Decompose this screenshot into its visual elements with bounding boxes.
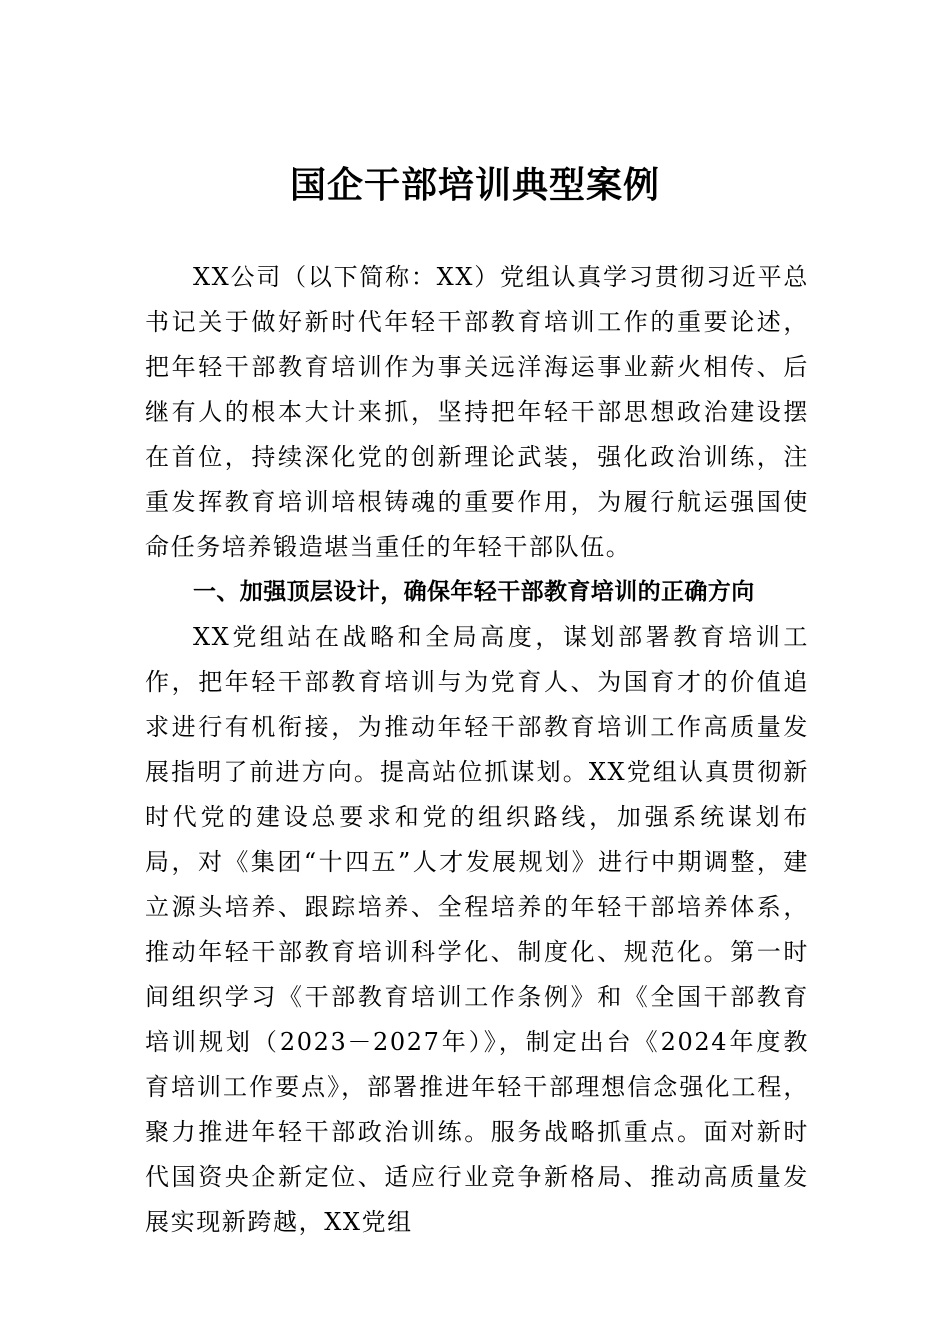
section-1-paragraph: XX党组站在战略和全局高度，谋划部署教育培训工作，把年轻干部教育培训与为党育人、为国育才的价值追求进行有机衔接，为推动年轻干部教育培训工作高质量发展指明了前进方向。提高站位抓谋划。XX党组认真贯彻新时代党的建设总要求和党的组织路线，加强系统谋划布局，对《集团“十四五”人才发展规划》进行中期调整，建立源头培养、跟踪培养、全程培养的年轻干部培养体系，推动年轻干部教育培训科学化、制度化、规范化。第一时间组织学习《干部教育培训工作条例》和《全国干部教育培训规划（2023－2027年）》，制定出台《2024年度教育培训工作要点》，部署推进年轻干部理想信念强化工程，聚力推进年轻干部政治训练。服务战略抓重点。面对新时代国资央企新定位、适应行业竞争新格局、推动高质量发展实现新跨越，XX党组 bbox=[145, 623, 809, 1236]
document-body bbox=[145, 255, 809, 1245]
intro-paragraph: XX公司（以下简称：XX）党组认真学习贯彻习近平总书记关于做好新时代年轻干部教育培训工作的重要论述，把年轻干部教育培训作为事关远洋海运事业薪火相传、后继有人的根本大计来抓，坚持把年轻干部思想政治建设摆在首位，持续深化党的创新理论武装，强化政治训练，注重发挥教育培训培根铸魂的重要作用，为履行航运强国使命任务培养锻造堪当重任的年轻干部队伍。 bbox=[145, 263, 809, 561]
document-title: 国企干部培训典型案例 bbox=[289, 164, 660, 206]
section-1-heading: 一、加强顶层设计，确保年轻干部教育培训的正确方向 bbox=[193, 579, 755, 605]
